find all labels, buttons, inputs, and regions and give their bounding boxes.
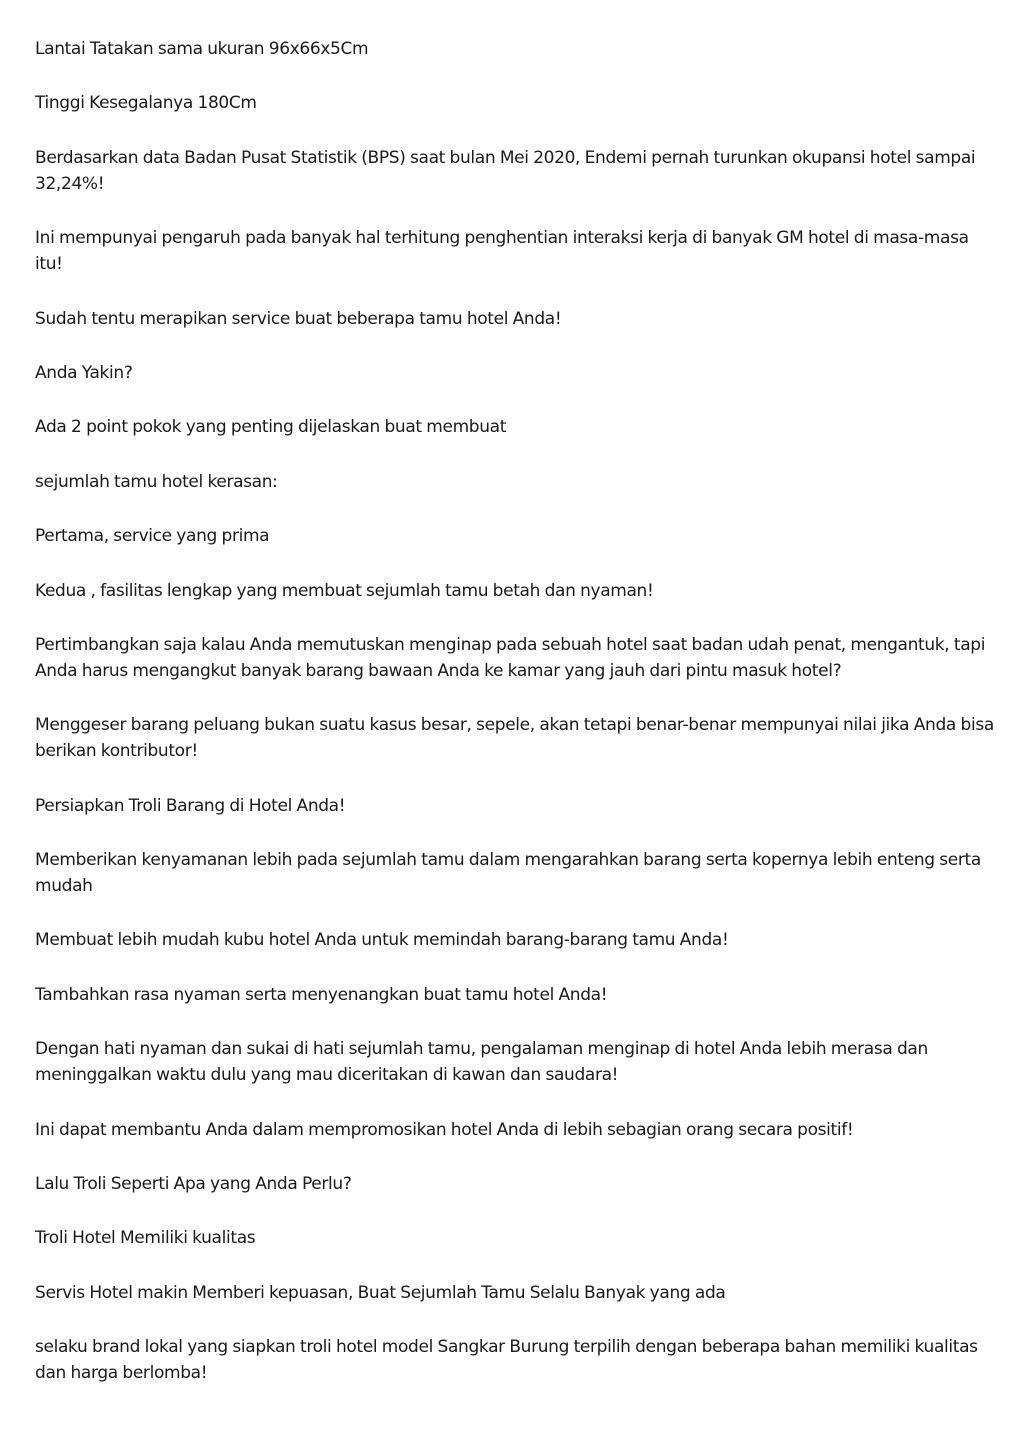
paragraph: sejumlah tamu hotel kerasan: bbox=[35, 471, 278, 492]
paragraph: Dengan hati nyaman dan sukai di hati sejumlah tamu, pengalaman menginap di hotel Anda lebih merasa dan meninggalkan waktu dulu yang mau diceritakan di kawan dan saudara! bbox=[35, 1039, 928, 1086]
paragraph: Pertama, service yang prima bbox=[35, 526, 270, 547]
paragraph: Tambahkan rasa nyaman serta menyenangkan buat tamu hotel Anda! bbox=[35, 984, 608, 1005]
paragraph: Persiapkan Troli Barang di Hotel Anda! bbox=[35, 795, 346, 816]
paragraph: Servis Hotel makin Memberi kepuasan, Buat Sejumlah Tamu Selalu Banyak yang ada bbox=[35, 1282, 726, 1303]
paragraph: Kedua , fasilitas lengkap yang membuat sejumlah tamu betah dan nyaman! bbox=[35, 580, 654, 601]
paragraph: Tinggi Kesegalanya 180Cm bbox=[35, 93, 257, 114]
paragraph: selaku brand lokal yang siapkan troli hotel model Sangkar Burung terpilih dengan beberapa bahan memiliki kualitas dan harga berlomba! bbox=[35, 1337, 978, 1384]
paragraph: Menggeser barang peluang bukan suatu kasus besar, sepele, akan tetapi benar-benar mempunyai nilai jika Anda bisa berikan kontributor! bbox=[35, 715, 994, 762]
paragraph: Lantai Tatakan sama ukuran 96x66x5Cm bbox=[35, 39, 369, 59]
paragraph: Memberikan kenyamanan lebih pada sejumlah tamu dalam mengarahkan barang serta kopernya lebih enteng serta mudah bbox=[35, 850, 981, 897]
paragraph: Troli Hotel Memiliki kualitas bbox=[35, 1228, 256, 1249]
paragraph: Ini dapat membantu Anda dalam mempromosikan hotel Anda di lebih sebagian orang secara positif! bbox=[35, 1119, 854, 1140]
paragraph: Sudah tentu merapikan service buat beberapa tamu hotel Anda! bbox=[35, 308, 562, 329]
paragraph: Anda Yakin? bbox=[35, 362, 133, 383]
paragraph: Lalu Troli Seperti Apa yang Anda Perlu? bbox=[35, 1174, 352, 1195]
paragraph: Ada 2 point pokok yang penting dijelaskan buat membuat bbox=[35, 417, 507, 438]
paragraph: Pertimbangkan saja kalau Anda memutuskan menginap pada sebuah hotel saat badan udah penat, mengantuk, tapi Anda harus mengangkut banyak barang bawaan Anda ke kamar yang jauh dari pintu masuk hotel? bbox=[35, 634, 986, 681]
paragraph: Berdasarkan data Badan Pusat Statistik (BPS) saat bulan Mei 2020, Endemi pernah turunkan okupansi hotel sampai 32,24%! bbox=[35, 147, 976, 194]
paragraph: Ini mempunyai pengaruh pada banyak hal terhitung penghentian interaksi kerja di banyak GM hotel di masa-masa itu! bbox=[35, 228, 969, 275]
paragraph: Membuat lebih mudah kubu hotel Anda untuk memindah barang-barang tamu Anda! bbox=[35, 930, 729, 951]
